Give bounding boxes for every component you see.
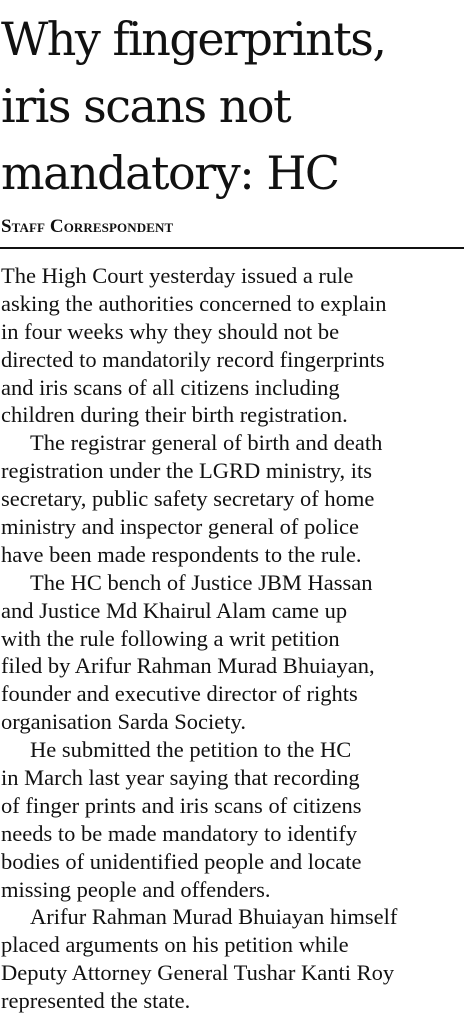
- body-line: directed to mandatorily record fingerprints: [1, 346, 385, 372]
- article-body: [1, 262, 464, 1015]
- body-line: missing people and offenders.: [1, 876, 271, 902]
- body-line: Deputy Attorney General Tushar Kanti Roy: [1, 960, 395, 986]
- body-line: represented the state.: [1, 988, 191, 1014]
- body-line: have been made respondents to the rule.: [1, 541, 362, 567]
- body-line: registration under the LGRD ministry, its: [1, 458, 372, 484]
- body-line: He submitted the petition to the HC: [30, 737, 352, 763]
- body-line: placed arguments on his petition while: [1, 932, 349, 958]
- body-line: bodies of unidentified people and locate: [1, 848, 362, 874]
- headline-line: iris scans not: [1, 79, 291, 133]
- headline-line: mandatory: HC: [1, 146, 339, 200]
- body-line: of finger prints and iris scans of citizens: [1, 792, 362, 818]
- body-line: and iris scans of all citizens including: [1, 374, 340, 400]
- headline-line: Why fingerprints,: [1, 12, 386, 66]
- body-line: organisation Sarda Society.: [1, 709, 246, 735]
- headline: [1, 6, 464, 207]
- body-line: ministry and inspector general of police: [1, 514, 360, 540]
- body-line: needs to be made mandatory to identify: [1, 820, 358, 846]
- body-line: The registrar general of birth and death: [30, 430, 383, 456]
- body-line: children during their birth registration.: [1, 402, 348, 428]
- body-line: The High Court yesterday issued a rule: [1, 263, 354, 288]
- byline: Staff Correspondent: [1, 216, 174, 237]
- body-line: Arifur Rahman Murad Bhuiayan himself: [30, 904, 398, 930]
- body-line: filed by Arifur Rahman Murad Bhuiayan,: [1, 653, 375, 679]
- body-line: in four weeks why they should not be: [1, 318, 340, 344]
- body-line: secretary, public safety secretary of home: [1, 486, 375, 512]
- body-line: with the rule following a writ petition: [1, 625, 340, 651]
- body-line: founder and executive director of rights: [1, 681, 358, 707]
- body-line: in March last year saying that recording: [1, 765, 360, 791]
- body-line: The HC bench of Justice JBM Hassan: [30, 569, 373, 595]
- body-line: asking the authorities concerned to explain: [1, 290, 387, 316]
- divider-rule: [0, 247, 464, 249]
- body-line: and Justice Md Khairul Alam came up: [1, 597, 348, 623]
